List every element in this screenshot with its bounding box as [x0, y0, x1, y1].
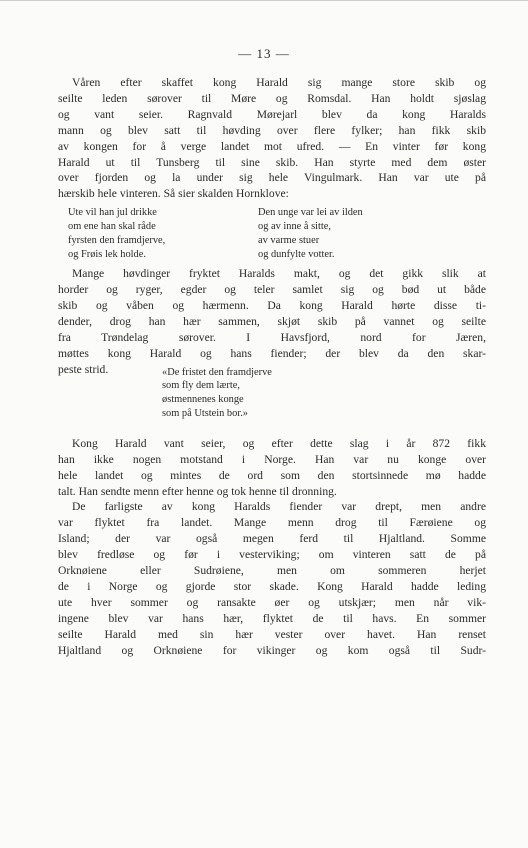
text-line: og vant seier. Ragnvald Mørejarl blev da kong Haralds	[58, 107, 486, 121]
paragraph-1	[58, 75, 486, 202]
body-text	[58, 75, 486, 658]
text-line: blev fredløse og før i vesterviking; om vinteren satt de på	[58, 548, 486, 562]
text-line: dender, drog han hær sammen, skjøt skib på vannet og seilte	[58, 315, 486, 329]
poem-line: og dunfylte votter.	[258, 248, 335, 260]
poem-line: Ute vil han jul drikke	[68, 207, 157, 219]
paragraph-4	[58, 499, 486, 658]
text-line: hele landet og mintes de ord som den stortsinnede mø hadde	[58, 468, 486, 482]
text-line: seilte leden sørover til Møre og Romsdal. Han holdt sjøslag	[58, 91, 486, 105]
poem-line: fyrsten den framdjerve,	[68, 234, 166, 246]
strife-block	[58, 362, 486, 436]
text-line: mann og blev satt til høvding over flere fylker; han fikk skib	[58, 123, 486, 137]
text-line: av kongen for å verge landet mot ufred. — En vinter før kong	[58, 139, 486, 153]
poem-column-right	[258, 206, 418, 261]
text-line: over fjorden og la under sig hele Vingulmark. Han var ute på	[58, 171, 486, 185]
poem-hornklove	[68, 206, 486, 261]
text-line: han ikke nogen motstand i Norge. Han var nu konge over	[58, 452, 486, 466]
page-number: — 13 —	[238, 46, 290, 61]
text-line: Hjaltland og Orknøiene for vikinger og kom også til Sudr-	[58, 643, 486, 657]
poem-line: som fly dem lærte,	[162, 380, 240, 392]
poem-line: og av inne å sitte,	[258, 221, 332, 233]
paragraph-3	[58, 436, 486, 500]
text-line: møttes kong Harald og hans fiender; der blev da den skar-	[58, 346, 486, 360]
text-line: horder og ryger, egder og teler samlet sig og bød ut både	[58, 283, 486, 297]
text-line: de i Norge og gjorde stor skade. Kong Harald hadde leding	[58, 579, 486, 593]
text-line: Mange høvdinger fryktet Haralds makt, og det gikk slik at	[72, 267, 486, 281]
paragraph-2	[58, 266, 486, 435]
poem-utstein	[162, 366, 272, 420]
text-line: talt. Han sendte menn efter henne og tok henne til dronning.	[58, 484, 337, 498]
poem-space	[58, 378, 486, 436]
poem-line: «De fristet den framdjerve	[162, 366, 272, 378]
text-line: Våren efter skaffet kong Harald sig mange store skib og	[72, 76, 486, 89]
text-line: Kong Harald vant seier, og efter dette slag i år 872 fikk	[72, 436, 486, 450]
text-line: ute hver sommer og ransakte øer og utskjær; men når vik-	[58, 595, 486, 609]
poem-line: og Frøis lek holde.	[68, 248, 146, 260]
poem-line: av varme stuer	[258, 234, 320, 246]
poem-line: Den unge var lei av ilden	[258, 207, 363, 219]
text-line: fra Trøndelag sørover. I Havsfjord, nord for Jæren,	[58, 331, 486, 345]
text-line: Island; der var også megen ferd til Hjaltland. Somme	[58, 532, 486, 546]
text-line: ingene blev var hans hær, flyktet de til havs. En sommer	[58, 611, 486, 625]
text-line: Harald ut til Tunsberg til sine skib. Han styrte med dem øster	[58, 155, 486, 169]
poem-column-left	[68, 206, 228, 261]
text-line: skib og våben og hærmenn. Da kong Harald hørte disse ti-	[58, 299, 486, 313]
poem-line: om ene han skal råde	[68, 221, 156, 233]
text-line: Orknøiene eller Sudrøiene, men om sommeren herjet	[58, 564, 486, 578]
poem-line: østmennenes konge	[162, 394, 244, 406]
text-line: seilte Harald med sin hær vester over havet. Han renset	[58, 627, 486, 641]
text-line: peste strid.	[58, 362, 109, 376]
poem-line: som på Utstein bor.»	[162, 407, 249, 419]
text-line: hærskib hele vinteren. Så sier skalden Hornklove:	[58, 187, 289, 201]
text-line: De farligste av kong Haralds fiender var drept, men andre	[72, 500, 486, 514]
scan-edge	[0, 0, 528, 1]
text-line: var flyktet fra landet. Mange menn drog til Færøiene og	[58, 516, 486, 530]
